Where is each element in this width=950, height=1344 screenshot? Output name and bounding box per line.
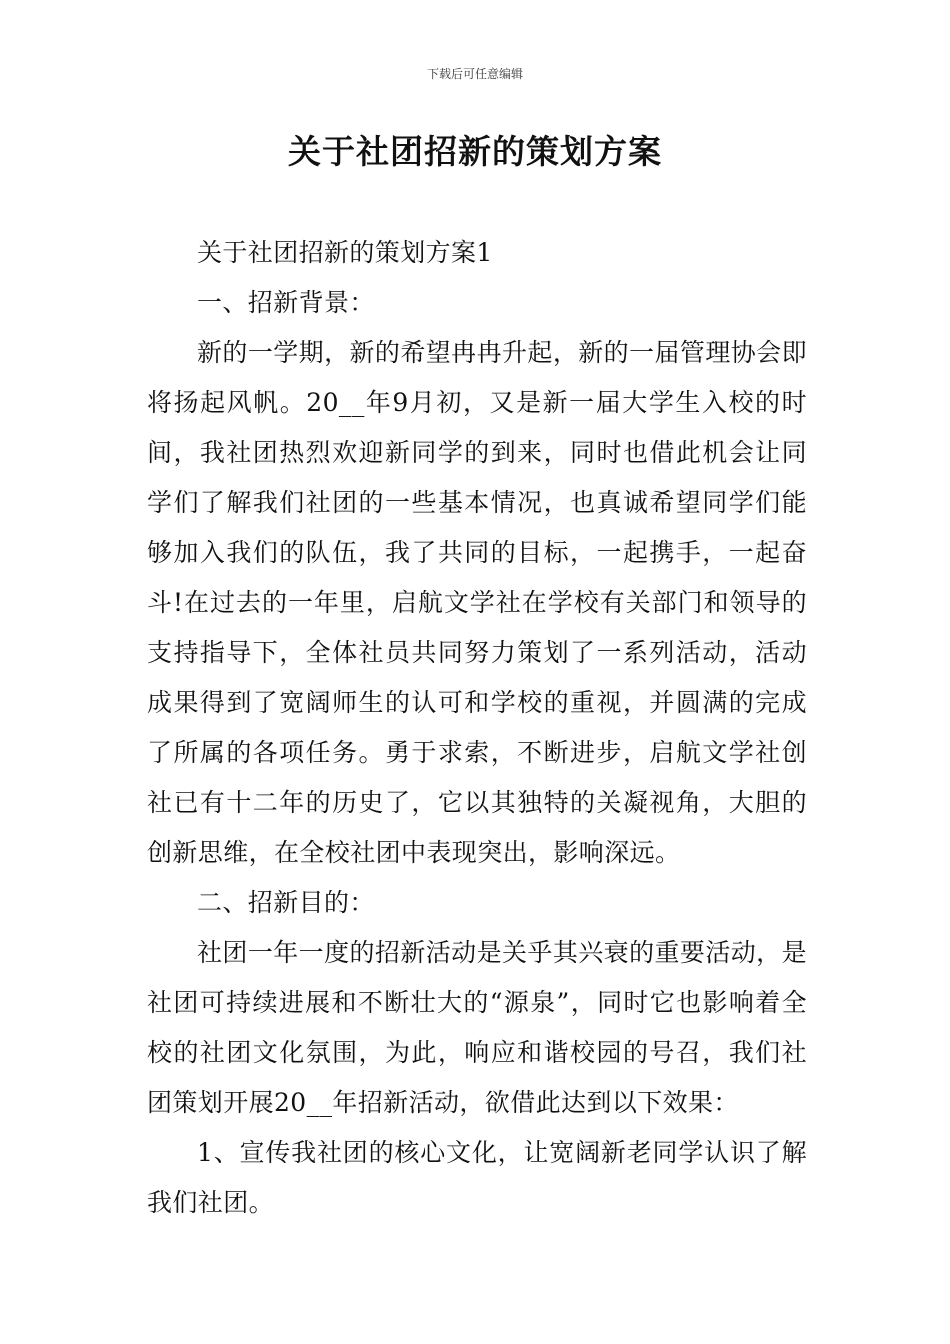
- paragraph-background: 新的一学期，新的希望冉冉升起，新的一届管理协会即将扬起风帆。20__年9月初，又是新一届大学生入校的时间，我社团热烈欢迎新同学的到来，同时也借此机会让同学们了解我们社团的一些基本情况，也真诚希望同学们能够加入我们的队伍，我了共同的目标，一起携手，一起奋斗!在过去的一年里，启航文学社在学校有关部门和领导的支持指导下，全体社员共同努力策划了一系列活动，活动成果得到了宽阔师生的认可和学校的重视，并圆满的完成了所属的各项任务。勇于求索，不断进步，启航文学社创社已有十二年的历史了，它以其独特的关凝视角，大胆的创新思维，在全校社团中表现突出，影响深远。: [147, 338, 807, 867]
- paragraph-subtitle: 关于社团招新的策划方案1: [197, 238, 493, 267]
- document-title: 关于社团招新的策划方案: [288, 132, 662, 171]
- section-heading-purpose: 二、招新目的：: [197, 888, 375, 917]
- page-header-note: 下载后可任意编辑: [426, 67, 523, 81]
- section-heading-background: 一、招新背景：: [197, 288, 375, 317]
- paragraph-goal-1: 1、宣传我社团的核心文化，让宽阔新老同学认识了解我们社团。: [147, 1138, 807, 1217]
- paragraph-purpose: 社团一年一度的招新活动是关乎其兴衰的重要活动，是社团可持续进展和不断壮大的“源泉”，同时它也影响着全校的社团文化氛围，为此，响应和谐校园的号召，我们社团策划开展20__年招新活动，欲借此达到以下效果：: [147, 938, 807, 1117]
- document-body: [147, 228, 807, 1228]
